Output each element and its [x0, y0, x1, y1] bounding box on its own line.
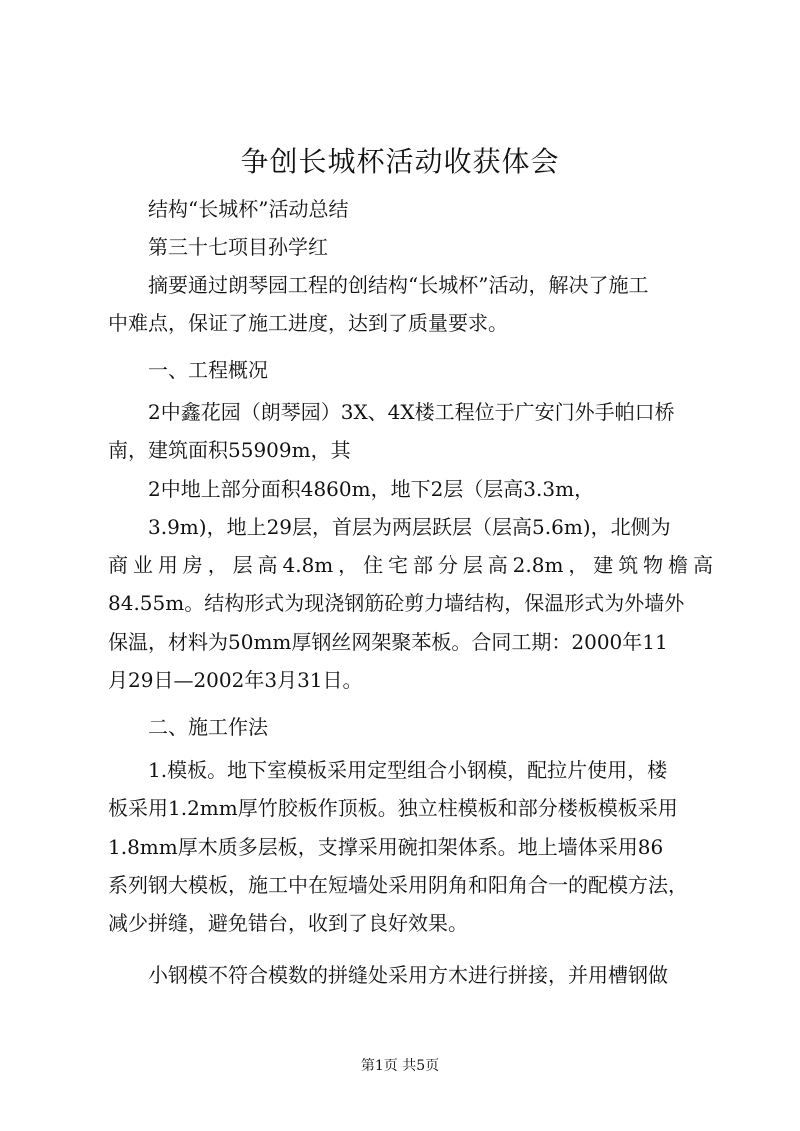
construction-line-4: 系列钢大模板，施工中在短墙处采用阴角和阳角合一的配模方法，: [108, 873, 688, 897]
construction-line-5: 减少拼缝，避免错台，收到了良好效果。: [108, 911, 468, 935]
construction-line-6: 小钢模不符合模数的拼缝处采用方木进行拼接，并用槽钢做: [148, 963, 668, 987]
construction-line-1: 1.模板。地下室模板采用定型组合小钢模，配拉片使用，楼: [148, 758, 668, 782]
section-heading-construction: 二、施工作法: [148, 715, 268, 739]
overview-line-6: 84.55m。结构形式为现浇钢筋砼剪力墙结构，保温形式为外墙外: [108, 591, 685, 615]
author-line: 第三十七项目孙学红: [148, 235, 328, 259]
page-footer: 第1页 共5页: [360, 1058, 440, 1074]
overview-line-5: 商业用房，层高4.8m，住宅部分层高2.8m，建筑物檐高: [108, 553, 713, 577]
overview-line-3: 2中地上部分面积4860m，地下2层（层高3.3m，: [148, 477, 595, 501]
abstract-line-2: 中难点，保证了施工进度，达到了质量要求。: [108, 311, 508, 335]
overview-line-1: 2中鑫花园（朗琴园）3X、4X楼工程位于广安门外手帕口桥: [148, 400, 675, 424]
construction-line-3: 1.8mm厚木质多层板，支撑采用碗扣架体系。地上墙体采用86: [108, 835, 664, 859]
document-title: 争创长城杯活动收获体会: [240, 145, 560, 178]
subtitle-line: 结构“长城杯”活动总结: [148, 197, 349, 221]
overview-line-2: 南，建筑面积55909m，其: [108, 438, 351, 462]
abstract-line-1: 摘要通过朗琴园工程的创结构“长城杯”活动，解决了施工: [148, 273, 649, 297]
section-heading-overview: 一、工程概况: [148, 358, 268, 382]
overview-line-8: 月29日—2002年3月31日。: [108, 668, 363, 692]
construction-line-2: 板采用1.2mm厚竹胶板作顶板。独立柱模板和部分楼板模板采用: [108, 796, 678, 820]
overview-line-4: 3.9m)，地上29层，首层为两层跃层（层高5.6m)，北侧为: [148, 515, 671, 539]
overview-line-7: 保温，材料为50mm厚钢丝网架聚苯板。合同工期：2000年11: [108, 630, 668, 654]
